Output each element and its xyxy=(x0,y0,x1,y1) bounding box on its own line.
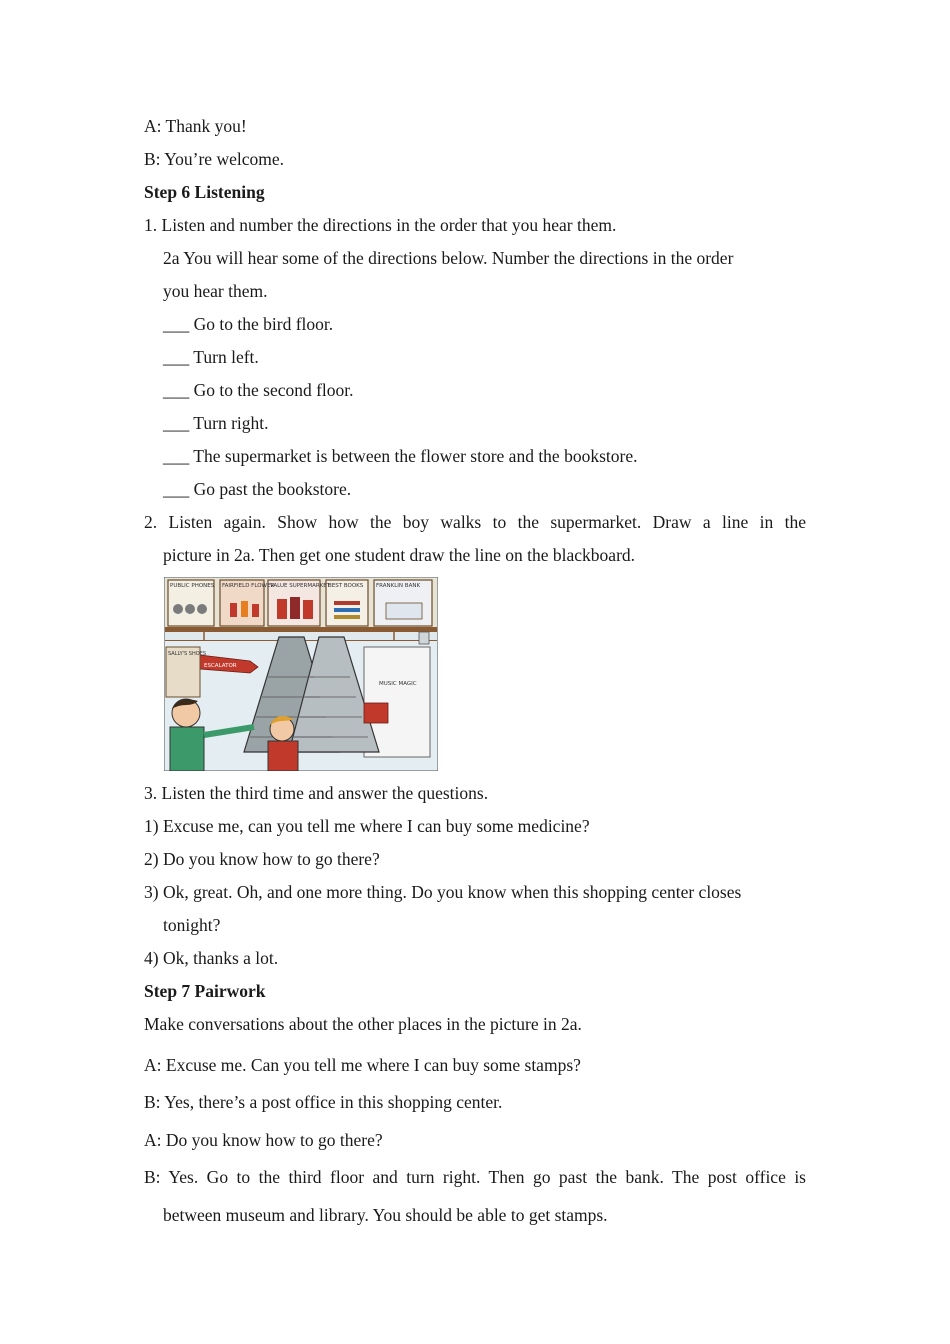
step7-heading: Step 7 Pairwork xyxy=(144,981,266,1001)
sign-music: MUSIC MAGIC xyxy=(379,681,417,687)
dialog-line: A: Excuse me. Can you tell me where I can buy some stamps? xyxy=(144,1055,581,1075)
sign-bank: FRANKLIN BANK xyxy=(376,583,421,589)
direction-item: ___ Go past the bookstore. xyxy=(163,479,352,499)
direction-item: ___ Go to the bird floor. xyxy=(163,314,334,334)
dialog-line: A: Do you know how to go there? xyxy=(144,1130,383,1150)
question-item: 1) Excuse me, can you tell me where I can buy some medicine? xyxy=(144,816,590,836)
instruction-3: 3. Listen the third time and answer the questions. xyxy=(144,783,489,803)
dialog-line: A: Thank you! xyxy=(144,116,247,136)
question-item: 4) Ok, thanks a lot. xyxy=(144,948,279,968)
direction-item: ___ Turn left. xyxy=(163,347,259,367)
step7-intro: Make conversations about the other places in the picture in 2a. xyxy=(144,1014,582,1034)
instruction-1: 1. Listen and number the directions in the order that you hear them. xyxy=(144,215,617,235)
sign-flower: FAIRFIELD FLOWER xyxy=(222,583,275,589)
task-2a-text: 2a You will hear some of the directions below. Number the directions in the order xyxy=(163,248,734,268)
sign-escalator: ESCALATOR xyxy=(204,663,237,669)
dialog-line: B: Yes. Go to the third floor and turn right. Then go past the bank. The post office is xyxy=(144,1167,806,1187)
task-2a-text: you hear them. xyxy=(163,281,268,301)
dialog-line: B: Yes, there’s a post office in this shopping center. xyxy=(144,1092,503,1112)
direction-item: ___ Go to the second floor. xyxy=(163,380,354,400)
shopping-center-illustration xyxy=(164,577,438,771)
step6-heading: Step 6 Listening xyxy=(144,182,265,202)
sign-sally: SALLY'S SHOES xyxy=(168,651,206,657)
question-item-cont: tonight? xyxy=(163,915,221,935)
sign-public-phones: PUBLIC PHONES xyxy=(170,583,215,589)
question-item: 3) Ok, great. Oh, and one more thing. Do you know when this shopping center closes xyxy=(144,882,742,902)
instruction-2: 2. Listen again. Show how the boy walks to the supermarket. Draw a line in the xyxy=(144,512,806,532)
dialog-line-cont: between museum and library. You should be able to get stamps. xyxy=(163,1205,608,1225)
direction-item: ___ The supermarket is between the flower store and the bookstore. xyxy=(163,446,638,466)
direction-item: ___ Turn right. xyxy=(163,413,269,433)
question-item: 2) Do you know how to go there? xyxy=(144,849,380,869)
sign-supermarket: VALUE SUPERMARKET xyxy=(270,583,331,589)
instruction-2-cont: picture in 2a. Then get one student draw the line on the blackboard. xyxy=(163,545,636,565)
sign-books: BEST BOOKS xyxy=(328,583,364,589)
dialog-line: B: You’re welcome. xyxy=(144,149,284,169)
